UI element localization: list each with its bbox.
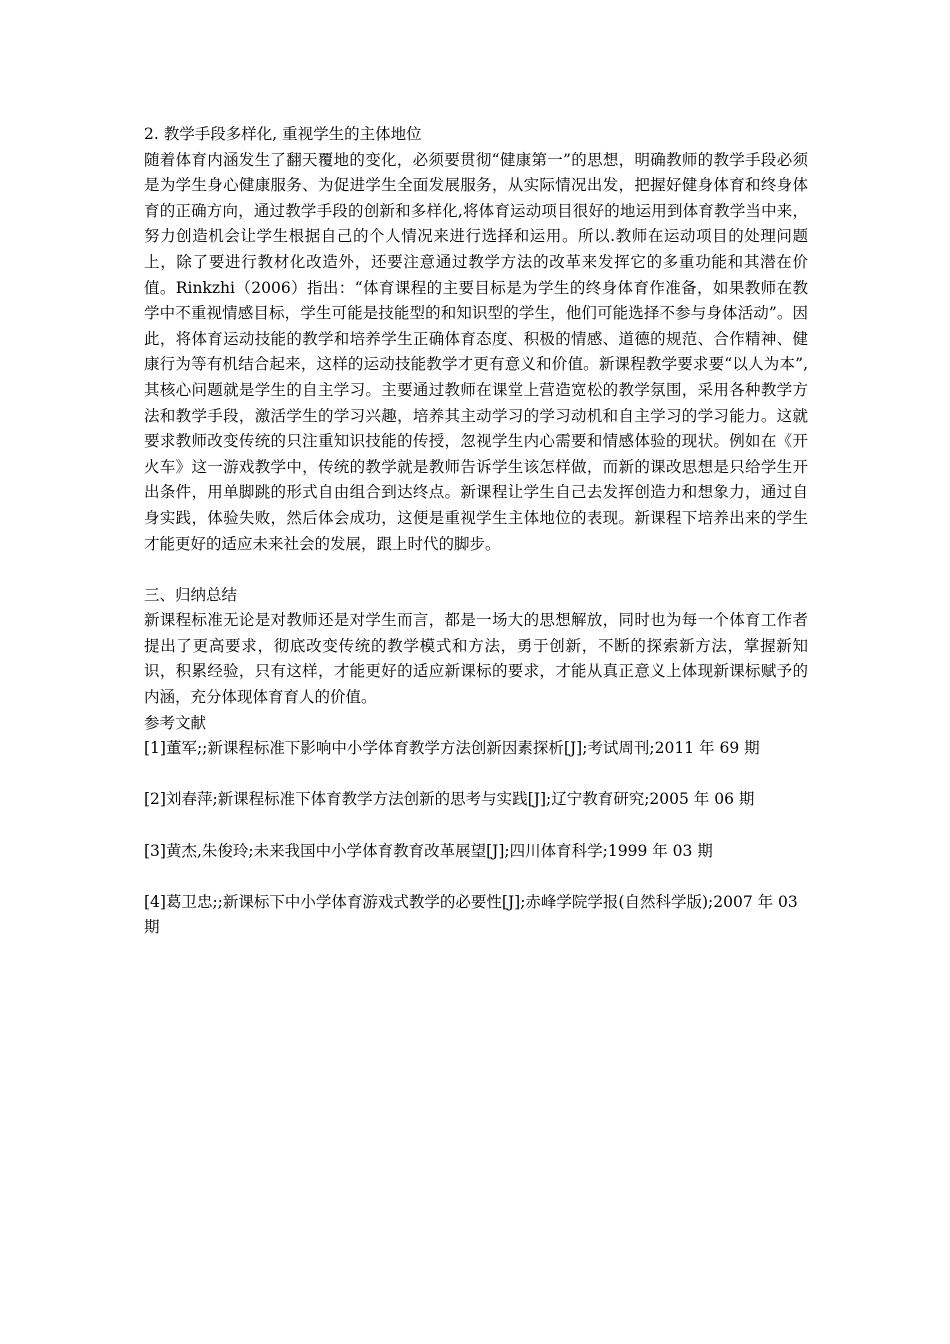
section-2-body: 随着体育内涵发生了翻天覆地的变化，必须要贯彻“健康第一”的思想，明确教师的教学手段必须是为学生身心健康服务、为促进学生全面发展服务，从实际情况出发，把握好健身体育和终身体育的正确方向，通过教学手段的创新和多样化,将体育运动项目很好的地运用到体育教学当中来，努力创造机会让学生根据自己的个人情况来进行选择和运用。所以.教师在运动项目的处理问题上，除了要进行教材化改造外，还要注意通过教学方法的改革来发挥它的多重功能和其潜在价值。Rinkzhi（2006）指出：“体育课程的主要目标是为学生的终身体育作准备，如果教师在教学中不重视情感目标，学生可能是技能型的和知识型的学生，他们可能选择不参与身体活动”。因此，将体育运动技能的教学和培养学生正确体育态度、积极的情感、道德的规范、合作精神、健康行为等有机结合起来，这样的运动技能教学才更有意义和价值。新课程教学要求要“以人为本”,其核心问题就是学生的自主学习。主要通过教师在课堂上营造宽松的教学氛围，采用各种教学方法和教学手段，激活学生的学习兴趣，培养其主动学习的学习动机和自主学习的学习能力。这就要求教师改变传统的只注重知识技能的传授，忽视学生内心需要和情感体验的现状。例如在《开火车》这一游戏教学中，传统的教学就是教师告诉学生该怎样做，而新的课改思想是只给学生开出条件，用单脚跳的形式自由组合到达终点。新课程让学生自己去发挥创造力和想象力，通过自身实践，体验失败，然后体会成功，这便是重视学生主体地位的表现。新课程下培养出来的学生才能更好的适应未来社会的发展，跟上时代的脚步。: [144, 150, 808, 553]
section-3-heading: 三、归纳总结: [144, 585, 238, 604]
blank-line: [144, 813, 808, 839]
reference-item-4: [4]葛卫忠;;新课标下中小学体育游戏式教学的必要性[J];赤峰学院学报(自然科学版);2007 年 03 期: [144, 892, 798, 937]
references-heading: 参考文献: [144, 713, 207, 732]
reference-item-3: [3]黄杰,朱俊玲;未来我国中小学体育教育改革展望[J];四川体育科学;1999 年 03 期: [144, 841, 713, 860]
blank-line: [144, 864, 808, 890]
reference-item-2: [2]刘春萍;新课程标准下体育教学方法创新的思考与实践[J];辽宁教育研究;2005 年 06 期: [144, 790, 755, 809]
blank-line: [144, 762, 808, 788]
section-3-body: 新课程标准无论是对教师还是对学生而言，都是一场大的思想解放，同时也为每一个体育工作者提出了更高要求，彻底改变传统的教学模式和方法，勇于创新，不断的探索新方法，掌握新知识，积累经验，只有这样，才能更好的适应新课标的要求，才能从真正意义上体现新课标赋予的内涵，充分体现体育育人的价值。: [144, 611, 808, 707]
document-page: [144, 122, 808, 941]
blank-line: [144, 557, 808, 583]
reference-item-1: [1]董军;;新课程标准下影响中小学体育教学方法创新因素探析[J];考试周刊;2011 年 69 期: [144, 739, 760, 758]
section-2-heading: 2. 教学手段多样化, 重视学生的主体地位: [144, 125, 422, 143]
